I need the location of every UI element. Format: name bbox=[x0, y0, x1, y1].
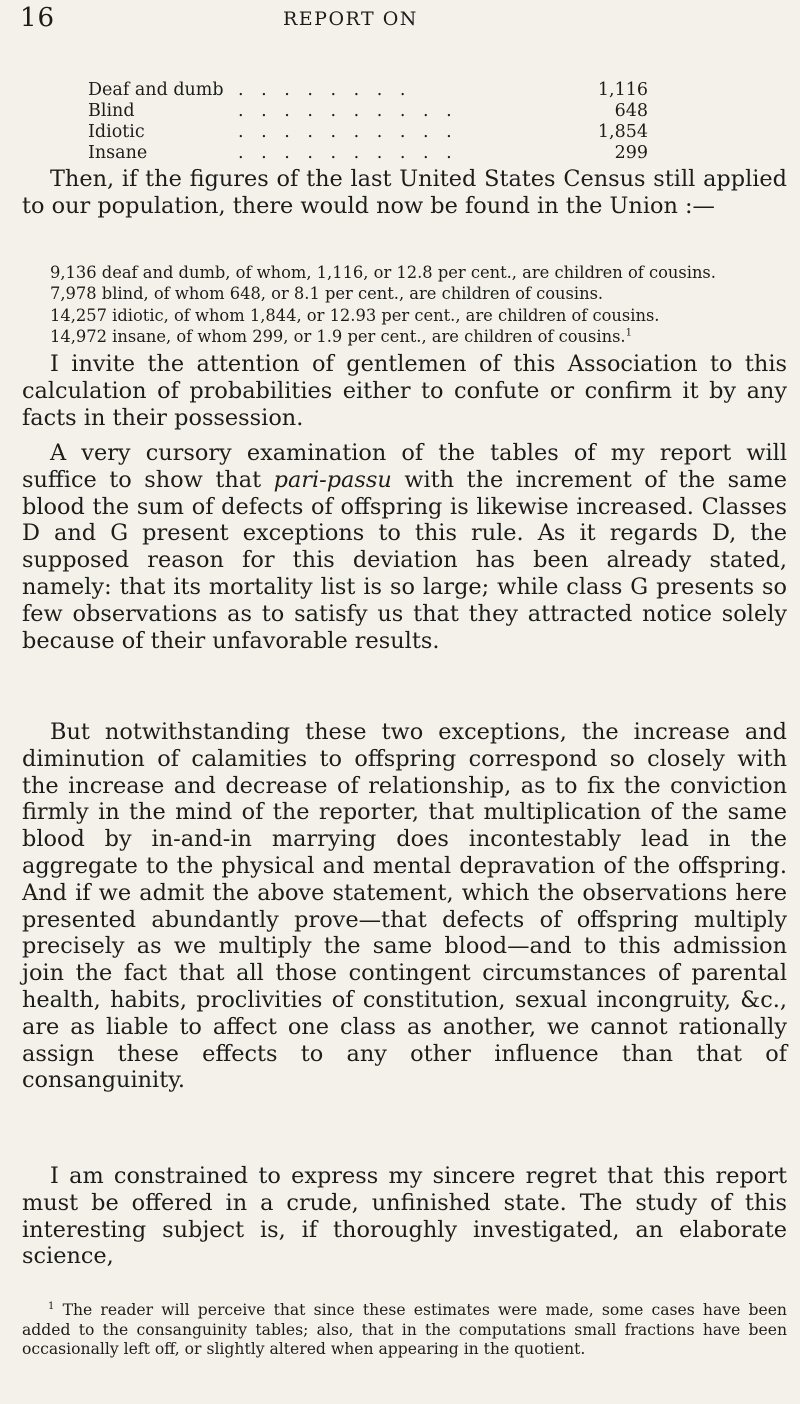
paragraph-constrained: I am constrained to express my sincere regret that this report must be offered in a crude, unfinished state. The study of this interesting subject is, if thoroughly investigated, an elaborate science, bbox=[22, 1163, 787, 1270]
paragraph-cursory-examination bbox=[22, 440, 787, 654]
paragraph-text: A very cursory examination of the tables of my report will suffice to show that bbox=[22, 440, 787, 493]
footnote-marker: 1 bbox=[48, 1300, 55, 1312]
stat-value: 1,116 bbox=[597, 80, 648, 100]
footnote-text: The reader will perceive that since these estimates were made, some cases have been added to the consanguinity tables; also, that in the computations small fractions have been occasionally left off, or slightly altered when appearing in the quotient. bbox=[22, 1301, 787, 1358]
paragraph-invite: I invite the attention of gentlemen of this Association to this calculation of probabilities either to confute or confirm it by any facts in their possession. bbox=[22, 351, 787, 431]
census-line-text: 14,972 insane, of whom 299, or 1.9 per cent., are children of cousins. bbox=[50, 326, 626, 346]
paragraph-text: with the increment of the same blood the sum of defects of offspring is likewise increased. Classes D and G present exceptions to this rule. As it regards D, the supposed reason for this deviation has been already stated, namely: that its mortality list is so large; while class G presents so few observations as to satisfy us that they attracted notice solely because of their unfavorable results. bbox=[22, 466, 787, 654]
italic-term: pari-passu bbox=[273, 466, 392, 493]
stat-value: 299 bbox=[614, 143, 648, 163]
footnote-reference: 1 bbox=[625, 327, 632, 339]
census-line: 9,136 deaf and dumb, of whom, 1,116, or 12.8 per cent., are children of cousins. bbox=[50, 263, 716, 282]
paragraph-census-intro: Then, if the figures of the last United States Census still applied to our population, there would now be found in the Union :— bbox=[22, 166, 787, 219]
leader-dots: . . . . . . . . . . bbox=[238, 122, 458, 142]
census-line: 14,257 idiotic, of whom 1,844, or 12.93 per cent., are children of cousins. bbox=[50, 305, 660, 325]
leader-dots: . . . . . . . . bbox=[238, 80, 412, 100]
census-estimates bbox=[50, 262, 790, 347]
stat-label: Blind bbox=[88, 101, 135, 121]
leader-dots: . . . . . . . . . . bbox=[238, 101, 458, 121]
defects-stats-table bbox=[88, 80, 648, 164]
stat-row bbox=[88, 122, 648, 143]
paragraph-notwithstanding: But notwithstanding these two exceptions, the increase and diminution of calamities to offspring correspond so closely with the increase and decrease of relationship, as to fix the conviction firmly in the mind of the reporter, that multiplication of the same blood by in-and-in marrying does incontestably lead in the aggregate to the physical and mental depravation of the offspring. And if we admit the above statement, which the observations here presented abundantly prove—that defects of offspring multiply precisely as we multiply the same blood—and to this admission join the fact that all those contingent circumstances of parental health, habits, proclivities of constitution, sexual incongruity, &c., are as liable to affect one class as another, we cannot rationally assign these effects to any other influence than that of consanguinity. bbox=[22, 719, 787, 1094]
stat-row bbox=[88, 80, 648, 101]
stat-label: Idiotic bbox=[88, 122, 145, 142]
stat-label: Deaf and dumb bbox=[88, 80, 224, 100]
stat-row bbox=[88, 101, 648, 122]
footnote bbox=[22, 1301, 787, 1360]
stat-row bbox=[88, 143, 648, 164]
stat-value: 1,854 bbox=[597, 122, 648, 142]
census-line: 7,978 blind, of whom 648, or 8.1 per cent., are children of cousins. bbox=[50, 284, 604, 304]
page-number: 16 bbox=[20, 3, 56, 33]
census-line bbox=[50, 326, 790, 347]
running-head: REPORT ON bbox=[283, 8, 418, 30]
stat-label: Insane bbox=[88, 143, 148, 163]
leader-dots: . . . . . . . . . . bbox=[238, 143, 458, 163]
stat-value: 648 bbox=[614, 101, 648, 121]
